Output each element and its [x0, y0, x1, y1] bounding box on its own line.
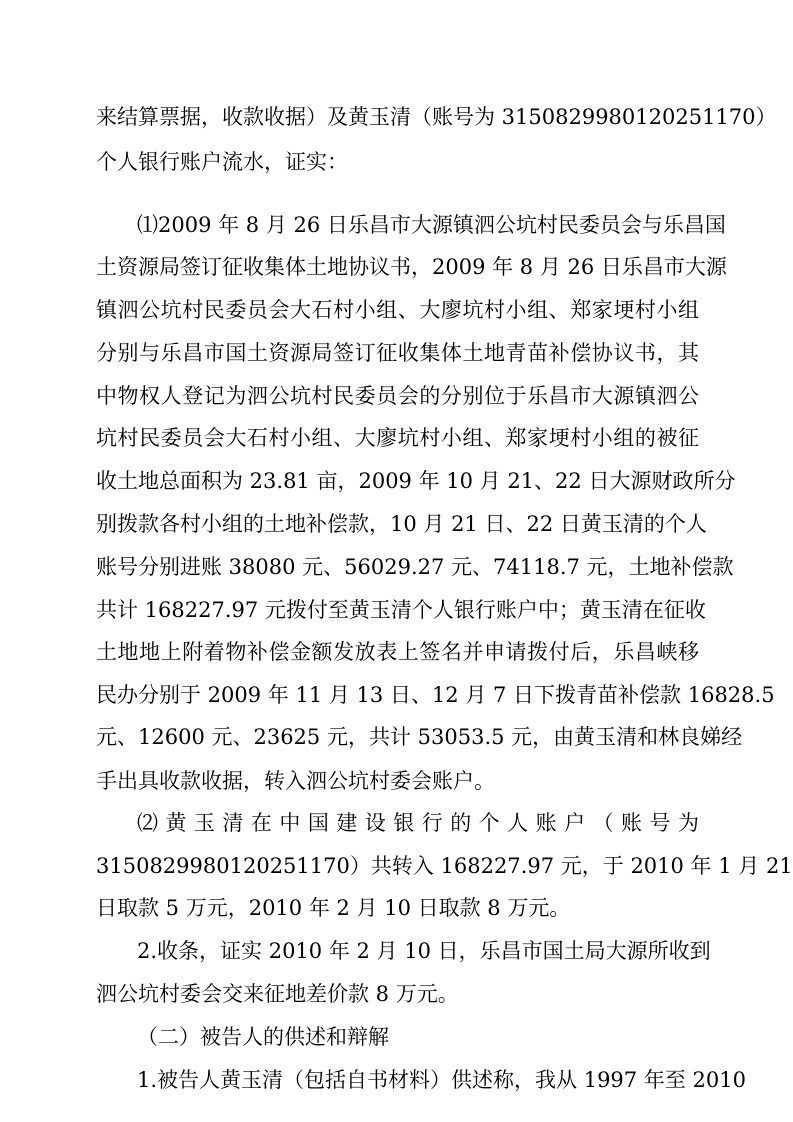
body-line-12: 共计 168227.97 元拨付至黄玉清个人银行账户中；黄玉清在征收	[96, 598, 706, 622]
body-line-8: 坑村民委员会大石村小组、大廖坑村小组、郑家埂村小组的被征	[96, 426, 699, 450]
body-line-19: 日取款 5 万元，2010 年 2 月 10 日取款 8 万元。	[96, 896, 571, 920]
body-line-21: 泗公坑村委会交来征地差价款 8 万元。	[96, 982, 459, 1006]
body-line-9: 收土地总面积为 23.81 亩，2009 年 10 月 21、22 日大源财政所分	[96, 469, 736, 493]
body-line-4: 土资源局签订征收集体土地协议书，2009 年 8 月 26 日乐昌市大源	[96, 255, 727, 279]
body-line-1: 来结算票据，收款收据）及黄玉清（账号为 3150829980120251170）	[96, 105, 777, 129]
body-line-2: 个人银行账户流水，证实：	[96, 150, 348, 174]
body-line-23: 1.被告人黄玉清（包括自书材料）供述称，我从 1997 年至 2010	[137, 1068, 746, 1092]
body-line-7: 中物权人登记为泗公坑村民委员会的分别位于乐昌市大源镇泗公	[96, 384, 699, 408]
body-line-14: 民办分别于 2009 年 11 月 13 日、12 月 7 日下拨青苗补偿款 16828.5	[96, 683, 775, 707]
section-heading: （二）被告人的供述和辩解	[137, 1025, 389, 1049]
body-line-15: 元、12600 元、23625 元，共计 53053.5 元，由黄玉清和林良娣经	[96, 725, 743, 749]
body-line-16: 手出具收款收据，转入泗公坑村委会账户。	[96, 769, 495, 793]
body-line-17: ⑵ 黄 玉 清 在 中 国 建 设 银 行 的 个 人 账 户 （ 账 号 为	[137, 811, 699, 835]
body-line-10: 别拨款各村小组的土地补偿款，10 月 21 日、22 日黄玉清的个人	[96, 512, 707, 536]
body-line-20: 2.收条，证实 2010 年 2 月 10 日，乐昌市国土局大源所收到	[137, 939, 711, 963]
body-line-5: 镇泗公坑村民委员会大石村小组、大廖坑村小组、郑家埂村小组	[96, 298, 699, 322]
body-line-6: 分别与乐昌市国土资源局签订征收集体土地青苗补偿协议书，其	[96, 341, 699, 365]
body-line-11: 账号分别进账 38080 元、56029.27 元、74118.7 元，土地补偿款	[96, 555, 734, 579]
body-line-18: 3150829980120251170）共转入 168227.97 元，于 2010 年 1 月 21	[96, 854, 793, 878]
body-line-13: 土地地上附着物补偿金额发放表上签名并申请拨付后，乐昌峡移	[96, 640, 699, 664]
body-line-3: ⑴2009 年 8 月 26 日乐昌市大源镇泗公坑村民委员会与乐昌国	[137, 213, 726, 237]
